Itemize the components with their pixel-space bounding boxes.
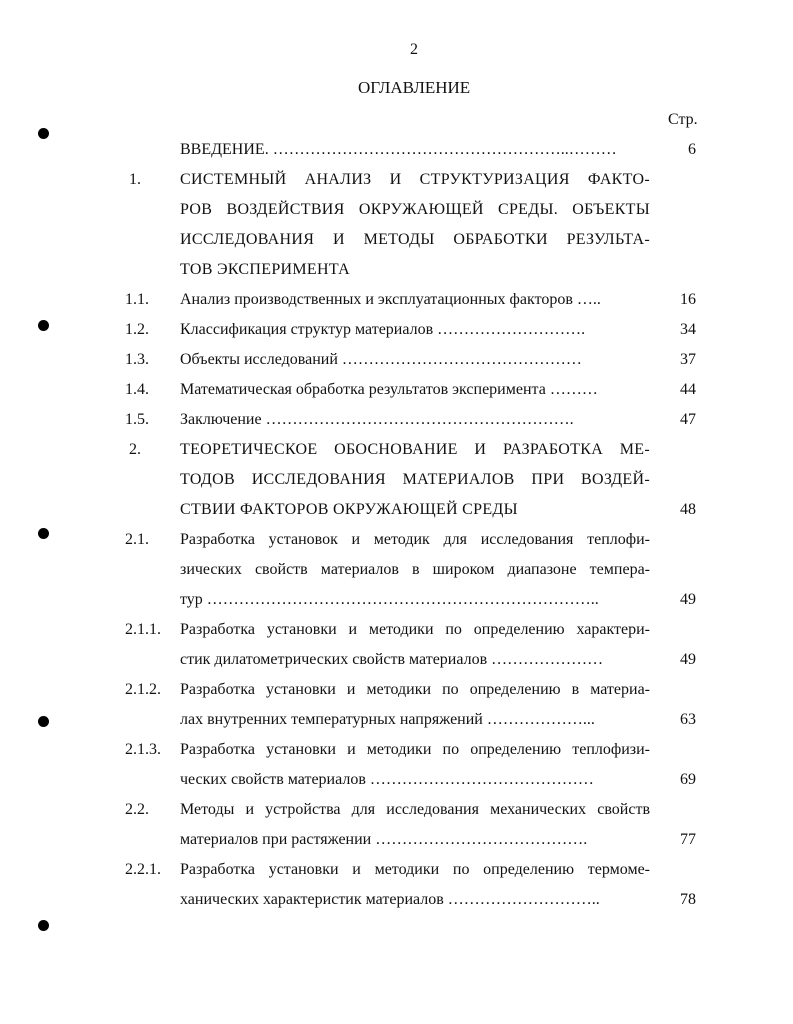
section-text: Заключение …………………………………………………. [180,411,574,428]
section-text-line: стик дилатометрических свойств материалов ………………… [180,651,604,668]
intro-entry-page: 6 [688,141,696,158]
page-number: 2 [410,41,418,58]
section-page: 16 [680,291,696,308]
section-text: Анализ производственных и эксплуатационных факторов ….. [180,291,601,308]
section-text-line: ческих свойств материалов …………………………………… [180,771,594,788]
chapter-2-title-line: СТВИИ ФАКТОРОВ ОКРУЖАЮЩЕЙ СРЕДЫ [180,501,518,518]
chapter-2-page: 48 [680,501,696,518]
section-page: 47 [680,411,696,428]
section-number: 1.2. [125,321,149,338]
section-text-line: Разработка установки и методики по определению теплофизи- [180,741,650,758]
section-page: 77 [680,831,696,848]
section-page: 63 [680,711,696,728]
section-page: 49 [680,651,696,668]
chapter-2-number: 2. [129,441,141,458]
section-text-line: зических свойств материалов в широком диапазоне темпера- [180,561,650,578]
chapter-1-title-line: РОВ ВОЗДЕЙСТВИЯ ОКРУЖАЮЩЕЙ СРЕДЫ. ОБЪЕКТЫ [180,201,650,218]
punch-hole-mark [38,920,49,931]
chapter-2-title-line: ТОДОВ ИССЛЕДОВАНИЯ МАТЕРИАЛОВ ПРИ ВОЗДЕЙ- [180,471,650,488]
toc-title: ОГЛАВЛЕНИЕ [358,78,471,97]
section-number: 2.1. [125,531,149,548]
punch-hole-mark [38,320,49,331]
punch-hole-mark [38,528,49,539]
section-number: 1.3. [125,351,149,368]
section-page: 37 [680,351,696,368]
section-page: 34 [680,321,696,338]
chapter-1-title-line: ТОВ ЭКСПЕРИМЕНТА [180,261,350,278]
section-text-line: Разработка установки и методики по определению в материа- [180,681,650,698]
page-column-header: Стр. [668,111,698,128]
section-number: 2.2. [125,801,149,818]
section-page: 44 [680,381,696,398]
section-text-line: ханических характеристик материалов ……………………….. [180,891,600,908]
punch-hole-mark [38,128,49,139]
section-page: 69 [680,771,696,788]
section-text-line: Разработка установок и методик для исследования теплофи- [180,531,650,548]
section-text: Объекты исследований ……………………………………… [180,351,582,368]
section-number: 2.2.1. [125,861,161,878]
section-page: 78 [680,891,696,908]
section-number: 2.1.2. [125,681,161,698]
chapter-1-title-line: СИСТЕМНЫЙ АНАЛИЗ И СТРУКТУРИЗАЦИЯ ФАКТО- [180,171,650,188]
chapter-1-title-line: ИССЛЕДОВАНИЯ И МЕТОДЫ ОБРАБОТКИ РЕЗУЛЬТА- [180,231,650,248]
section-text-line: лах внутренних температурных напряжений ………………... [180,711,595,728]
section-number: 1.5. [125,411,149,428]
section-text: Классификация структур материалов ………………………. [180,321,586,338]
intro-entry-text: ВВЕДЕНИЕ. ………………………………………………..……… [180,141,617,158]
section-text-line: тур ……………………………………………………………….. [180,591,599,608]
section-page: 49 [680,591,696,608]
section-number: 2.1.3. [125,741,161,758]
section-number: 2.1.1. [125,621,161,638]
punch-hole-mark [38,716,49,727]
section-text-line: Разработка установки и методики по определению термоме- [180,861,650,878]
section-number: 1.4. [125,381,149,398]
chapter-1-number: 1. [129,171,141,188]
section-text: Математическая обработка результатов эксперимента ……… [180,381,598,398]
section-text-line: Методы и устройства для исследования механических свойств [180,801,650,818]
chapter-2-title-line: ТЕОРЕТИЧЕСКОЕ ОБОСНОВАНИЕ И РАЗРАБОТКА МЕ- [180,441,650,458]
section-number: 1.1. [125,291,149,308]
section-text-line: Разработка установки и методики по определению характери- [180,621,650,638]
section-text-line: материалов при растяжении …………………………………. [180,831,588,848]
